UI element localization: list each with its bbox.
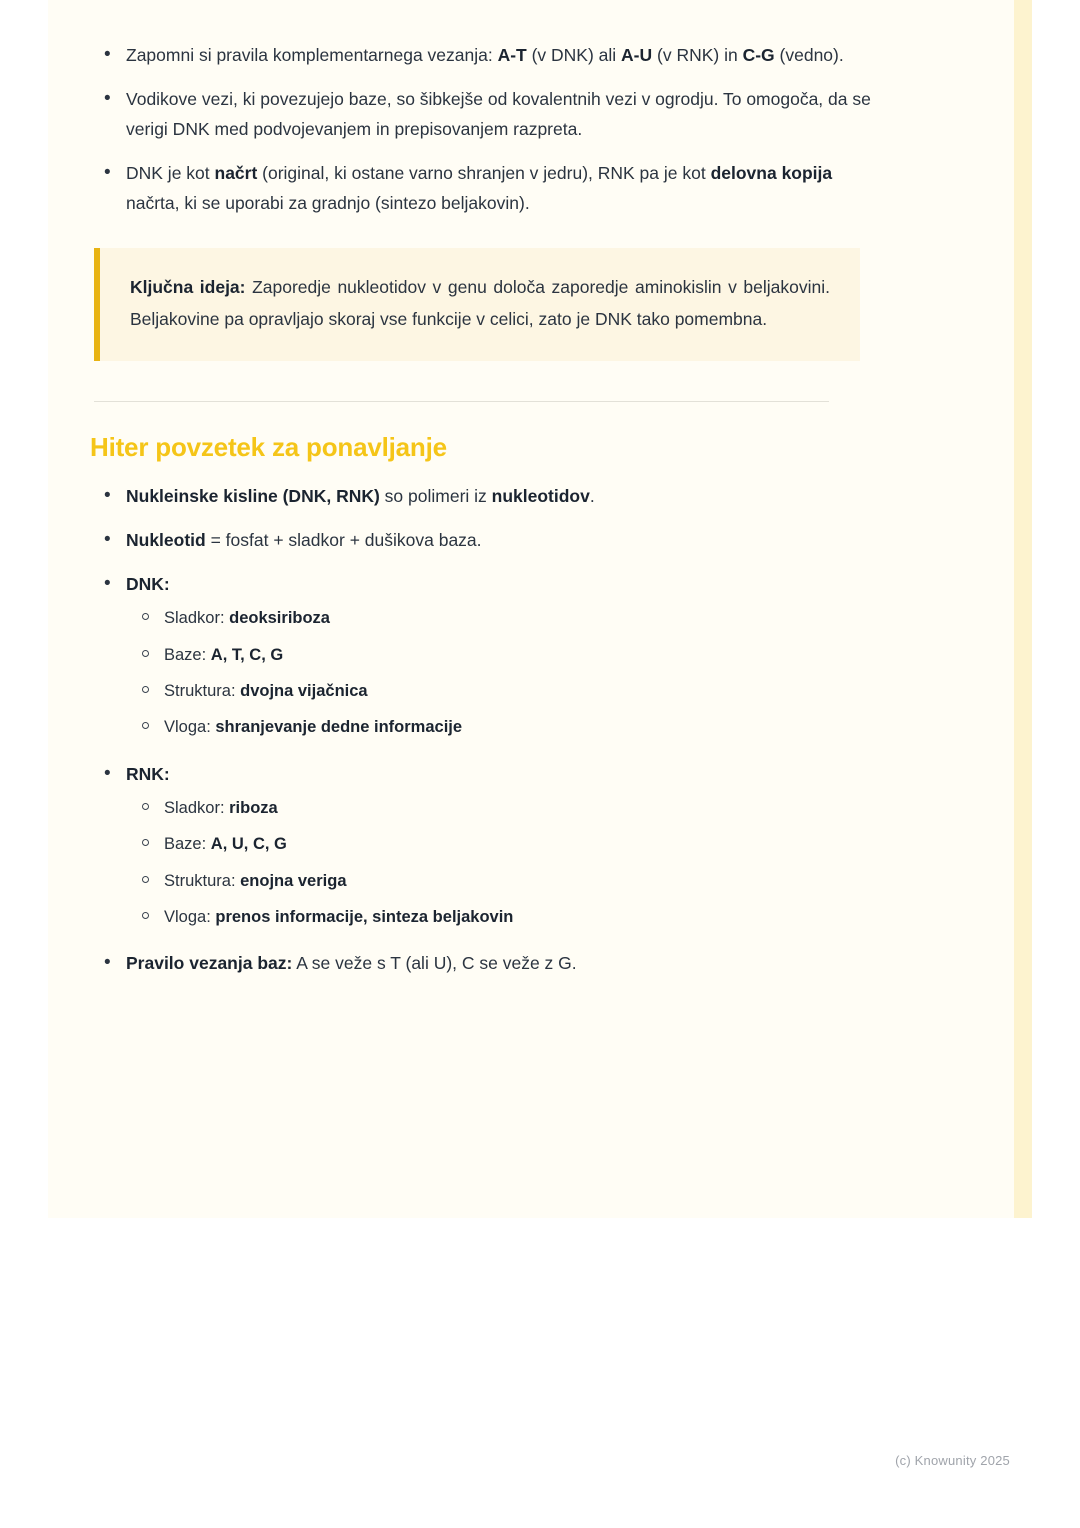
key-idea-callout xyxy=(94,248,860,360)
sub-list-item xyxy=(126,795,880,821)
list-item xyxy=(90,525,880,555)
summary-bullet-list xyxy=(90,481,880,979)
page-content xyxy=(90,40,880,993)
list-item xyxy=(90,569,880,741)
emphasis-text: A, U, C, G xyxy=(210,835,287,854)
emphasis-text: DNK: xyxy=(126,574,170,595)
sub-list-item xyxy=(126,831,880,857)
emphasis-text: Nukleotid xyxy=(126,530,206,551)
emphasis-text: C-G xyxy=(742,45,775,65)
plain-text: Baze: xyxy=(164,835,211,854)
sub-list-item xyxy=(126,642,880,668)
plain-text: so polimeri iz xyxy=(379,485,492,506)
plain-text: (v DNK) ali xyxy=(526,45,622,65)
plain-text: Struktura: xyxy=(164,871,241,890)
sub-list-item xyxy=(126,678,880,704)
intro-bullet-list xyxy=(90,40,880,218)
key-idea-label: Ključna ideja: xyxy=(130,277,246,298)
list-item xyxy=(90,84,880,144)
list-item xyxy=(90,158,880,218)
list-item xyxy=(90,481,880,511)
emphasis-text: prenos informacije, sinteza beljakovin xyxy=(215,908,514,927)
emphasis-text: Pravilo vezanja baz: xyxy=(126,953,293,974)
plain-text: Vloga: xyxy=(164,718,216,737)
plain-text: Sladkor: xyxy=(164,798,230,817)
sub-list-item xyxy=(126,605,880,631)
plain-text: DNK je kot xyxy=(126,163,215,184)
sub-list xyxy=(126,605,880,741)
plain-text: Vodikove vezi, ki povezujejo baze, so šibkejše od kovalentnih vezi v ogrodju. To omogoča, da se verigi DNK med podvojevanjem in prepisovanjem razpreta. xyxy=(126,89,871,140)
emphasis-text: A, T, C, G xyxy=(210,645,284,664)
plain-text: Vloga: xyxy=(164,908,216,927)
emphasis-text: enojna veriga xyxy=(240,871,347,890)
emphasis-text: dvojna vijačnica xyxy=(240,682,368,700)
sub-list-item xyxy=(126,868,880,894)
plain-text: načrta, ki se uporabi za gradnjo (sintezo beljakovin). xyxy=(126,193,530,214)
sub-list xyxy=(126,795,880,931)
emphasis-text: shranjevanje dedne informacije xyxy=(215,718,463,737)
emphasis-text: delovna kopija xyxy=(710,163,833,184)
plain-text: A se veže s T (ali U), C se veže z G. xyxy=(292,953,577,974)
plain-text: = fosfat + sladkor + dušikova baza. xyxy=(205,530,482,551)
plain-text: Struktura: xyxy=(164,682,241,700)
emphasis-text: deoksiriboza xyxy=(229,609,330,628)
emphasis-text: A-T xyxy=(497,45,527,65)
key-idea-text xyxy=(130,272,830,334)
plain-text: (vedno). xyxy=(774,45,844,65)
plain-text: . xyxy=(589,485,595,506)
plain-text: Baze: xyxy=(164,645,211,664)
emphasis-text: RNK: xyxy=(126,763,170,784)
plain-text: (original, ki ostane varno shranjen v jedru), RNK pa je kot xyxy=(257,163,711,184)
emphasis-text: nukleotidov xyxy=(491,485,590,506)
list-item xyxy=(90,759,880,931)
sub-list-item xyxy=(126,904,880,930)
section-divider xyxy=(94,401,829,402)
emphasis-text: načrt xyxy=(214,163,258,184)
key-idea-body: Zaporedje nukleotidov v genu določa zaporedje aminokislin v beljakovini. Beljakovine pa opravljajo skoraj vse funkcije v celici, zato je DNK tako pomembna. xyxy=(130,277,831,329)
copyright-footer: (c) Knowunity 2025 xyxy=(895,1453,1010,1468)
sub-list-item xyxy=(126,714,880,740)
section-title: Hiter povzetek za ponavljanje xyxy=(90,431,447,462)
emphasis-text: Nukleinske kisline (DNK, RNK) xyxy=(126,485,380,506)
page-side-rail xyxy=(1014,0,1032,1218)
plain-text: (v RNK) in xyxy=(652,45,743,65)
list-item xyxy=(90,40,880,70)
emphasis-text: riboza xyxy=(229,798,278,817)
list-item xyxy=(90,948,880,978)
document-page xyxy=(48,0,1032,1218)
plain-text: Sladkor: xyxy=(164,609,230,628)
emphasis-text: A-U xyxy=(621,45,653,65)
plain-text: Zapomni si pravila komplementarnega vezanja: xyxy=(126,45,498,65)
